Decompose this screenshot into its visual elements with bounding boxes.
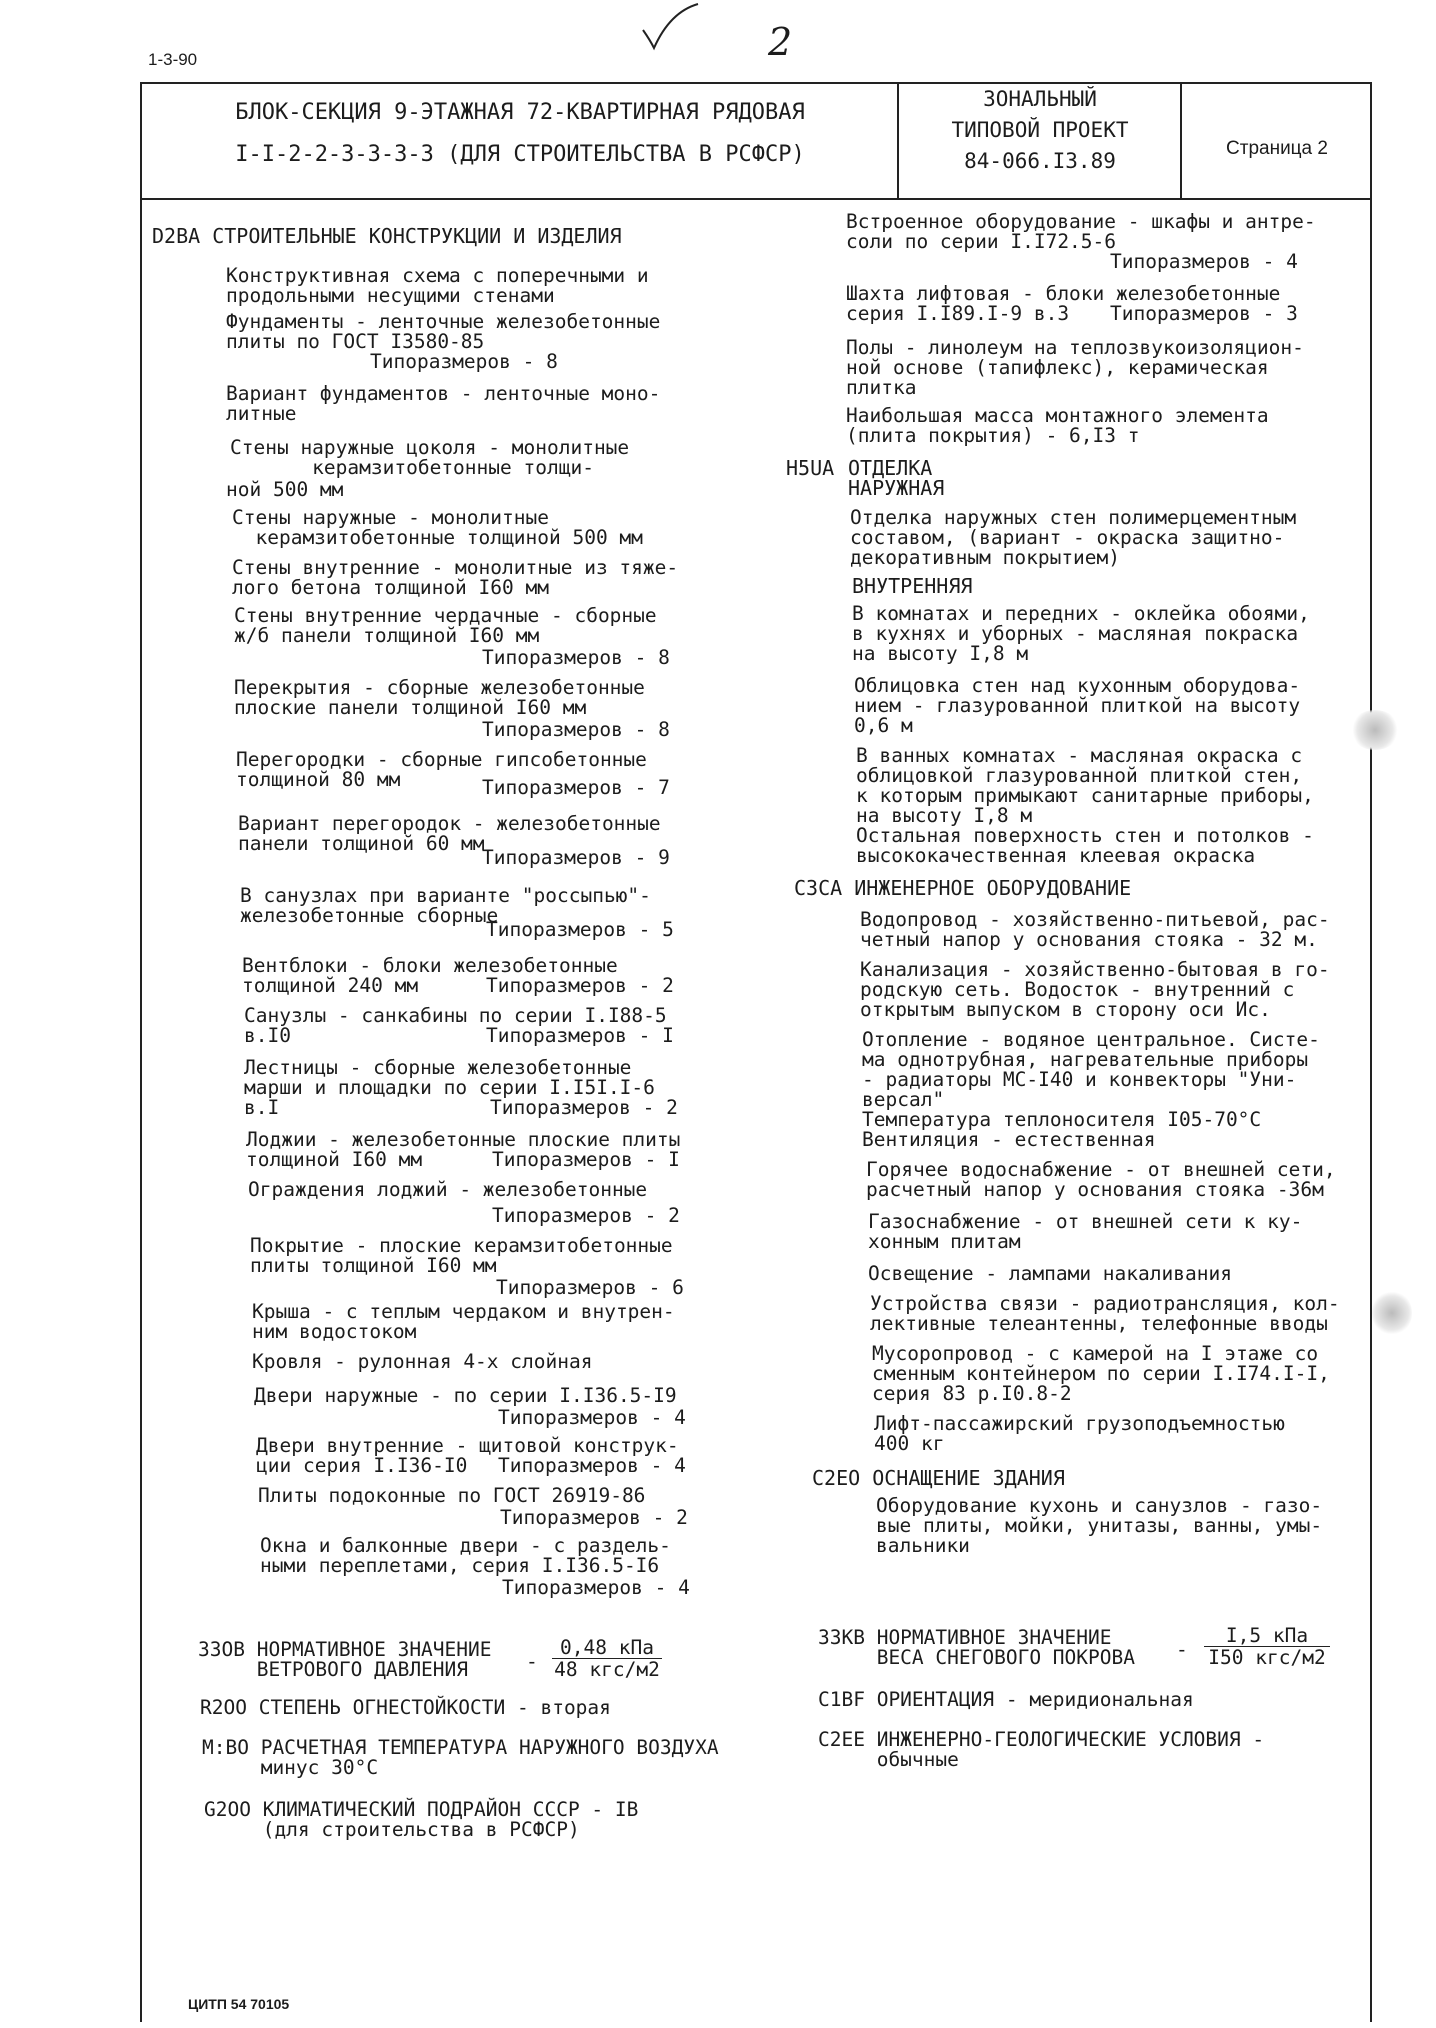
type-count: Типоразмеров - 2 xyxy=(492,1204,680,1227)
section-subtitle: НАРУЖНАЯ xyxy=(848,476,945,500)
spec-item: Перегородки - сборные гипсобетонные толщиной 80 мм xyxy=(236,748,647,791)
handwritten-page-number: 2 xyxy=(768,20,793,64)
spec-item: Кровля - рулонная 4-х слойная xyxy=(252,1350,593,1373)
outdoor-temperature: M:BO РАСЧЕТНАЯ ТЕМПЕРАТУРА НАРУЖНОГО ВОЗДУХА минус 30°C xyxy=(202,1736,719,1779)
snow-load-label: ЗЗКВ НОРМАТИВНОЕ ЗНАЧЕНИЕ ВЕСА СНЕГОВОГО ПОКРОВА xyxy=(818,1626,1135,1669)
document-code: 1-3-90 xyxy=(148,50,198,69)
type-count: Типоразмеров - 2 xyxy=(490,1096,678,1119)
header-title-line: БЛОК-СЕКЦИЯ 9-ЭТАЖНАЯ 72-КВАРТИРНАЯ РЯДОВАЯ xyxy=(235,100,805,125)
spec-item: Крыша - с теплым чердаком и внутрен- ним водостоком xyxy=(252,1300,675,1343)
section-code: H5UA xyxy=(786,456,835,480)
spec-item: Санузлы - санкабины по серии I.I88-5 в.I0 xyxy=(244,1004,667,1047)
spec-item: Газоснабжение - от внешней сети к ку- хонным плитам xyxy=(868,1210,1303,1253)
header-divider xyxy=(140,198,1372,200)
type-count: Типоразмеров - 2 xyxy=(500,1506,688,1529)
spec-item: В комнатах и передних - оклейка обоями, в кухнях и уборных - масляная покраска на высоту I,8 м xyxy=(852,602,1310,665)
header-title-line: I-I-2-2-3-3-3-3 (ДЛЯ СТРОИТЕЛЬСТВА В РСФСР) xyxy=(235,142,805,167)
project-line: ЗОНАЛЬНЫЙ xyxy=(983,87,1097,111)
type-count: Типоразмеров - 5 xyxy=(486,918,674,941)
spec-item: Окна и балконные двери - с раздель- ными переплетами, серия I.I36.5-I6 xyxy=(260,1534,671,1577)
dash: - xyxy=(1176,1638,1188,1661)
type-count: Типоразмеров - 4 xyxy=(502,1576,690,1599)
section-title-engineering: C3CA ИНЖЕНЕРНОЕ ОБОРУДОВАНИЕ xyxy=(794,876,1132,900)
header-column-divider xyxy=(897,82,899,198)
section-title-equipment: C2EO ОСНАЩЕНИЕ ЗДАНИЯ xyxy=(812,1466,1065,1490)
scan-blot xyxy=(1372,1290,1412,1336)
spec-item: Устройства связи - радиотрансляция, кол- лективные телеантенны, телефонные вводы xyxy=(870,1292,1340,1335)
geological-conditions: C2EE ИНЖЕНЕРНО-ГЕОЛОГИЧЕСКИЕ УСЛОВИЯ - обычные xyxy=(818,1728,1265,1771)
spec-item: Наибольшая масса монтажного элемента (плита покрытия) - 6,I3 т xyxy=(846,404,1269,447)
wind-value-kgs: 48 кгс/м2 xyxy=(554,1658,660,1681)
spec-item: Полы - линолеум на теплозвукоизоляцион- ной основе (тапифлекс), керамическая плитка xyxy=(846,336,1304,399)
spec-item: Водопровод - хозяйственно-питьевой, рас- четный напор у основания стояка - 32 м. xyxy=(860,908,1330,951)
spec-item: Отопление - водяное центральное. Систе- ма однотрубная, нагревательные приборы - радиаторы МС-I40 и конвекторы "Уни- версал" Температура теплоносителя I05-70°C Вентиляция - естественная xyxy=(862,1028,1320,1151)
type-count: Типоразмеров - 8 xyxy=(370,350,558,373)
spec-item: Двери внутренние - щитовой конструк- ции серия I.I36-I0 xyxy=(256,1434,679,1477)
spec-item: Лестницы - сборные железобетонные марши и площадки по серии I.I5I.I-6 в.I xyxy=(244,1056,655,1119)
type-count: Типоразмеров - I xyxy=(486,1024,674,1047)
section-title-finish: ОТДЕЛКА xyxy=(848,456,933,480)
spec-item: ной 500 мм xyxy=(226,478,344,501)
spec-item: Горячее водоснабжение - от внешней сети, расчетный напор у основания стояка -36м xyxy=(866,1158,1336,1201)
type-count: Типоразмеров - 7 xyxy=(482,776,670,799)
section-title-constructions: D2BA СТРОИТЕЛЬНЫЕ КОНСТРУКЦИИ И ИЗДЕЛИЯ xyxy=(152,224,622,248)
spec-item: Фундаменты - ленточные железобетонные плиты по ГОСТ I3580-85 xyxy=(226,310,661,353)
spec-item: Канализация - хозяйственно-бытовая в го- родскую сеть. Водосток - внутренний с открытым выпуском в сторону оси Ис. xyxy=(860,958,1330,1021)
project-line: ТИПОВОЙ ПРОЕКТ xyxy=(951,118,1129,142)
spec-item: Стены внутренние чердачные - сборные ж/б панели толщиной I60 мм xyxy=(234,604,657,647)
type-count: Типоразмеров - 9 xyxy=(482,846,670,869)
type-count: Типоразмеров - I xyxy=(492,1148,680,1171)
wind-pressure-label: ЗЗОВ НОРМАТИВНОЕ ЗНАЧЕНИЕ ВЕТРОВОГО ДАВЛЕНИЯ xyxy=(198,1638,492,1681)
header-column-divider xyxy=(1180,82,1182,198)
spec-item: Лоджии - железобетонные плоские плиты толщиной I60 мм xyxy=(246,1128,681,1171)
spec-item: Стены внутренние - монолитные из тяже- лого бетона толщиной I60 мм xyxy=(232,556,679,599)
check-mark-icon xyxy=(640,2,700,52)
snow-value-kpa: I,5 кПа xyxy=(1204,1626,1330,1647)
spec-item: Отделка наружных стен полимерцементным составом, (вариант - окраска защитно- декоративным покрытием) xyxy=(850,506,1297,569)
spec-item: Оборудование кухонь и санузлов - газо- вые плиты, мойки, унитазы, ванны, умы- вальники xyxy=(876,1494,1323,1557)
spec-item: Стены наружные - монолитные керамзитобетонные толщиной 500 мм xyxy=(232,506,643,549)
spec-item: Стены наружные цоколя - монолитные керамзитобетонные толщи- xyxy=(230,436,630,479)
spec-item: Вентблоки - блоки железобетонные толщиной 240 мм xyxy=(242,954,618,997)
spec-item: Покрытие - плоские керамзитобетонные плиты толщиной I60 мм xyxy=(250,1234,673,1277)
wind-value-kpa: 0,48 кПа xyxy=(552,1638,662,1659)
type-count: Типоразмеров - 4 xyxy=(1110,250,1298,273)
spec-item: В санузлах при варианте "россыпью"- железобетонные сборные xyxy=(240,884,651,927)
spec-item: Лифт-пассажирский грузоподъемностью 400 кг xyxy=(874,1412,1285,1455)
type-count: Типоразмеров - 4 xyxy=(498,1406,686,1429)
spec-item: Ограждения лоджий - железобетонные xyxy=(248,1178,648,1201)
footer-code: ЦИТП 54 70105 xyxy=(188,1996,290,2012)
project-number: 84-066.I3.89 xyxy=(964,149,1116,173)
scan-blot xyxy=(1350,710,1400,750)
type-count: Типоразмеров - 4 xyxy=(498,1454,686,1477)
snow-value-kgs: I50 кгс/м2 xyxy=(1208,1646,1326,1669)
orientation: C1BF ОРИЕНТАЦИЯ - меридиональная xyxy=(818,1688,1194,1711)
climate-region: G2OO КЛИМАТИЧЕСКИЙ ПОДРАЙОН СССР - IB (для строительства в РСФСР) xyxy=(204,1798,639,1841)
spec-item: Плиты подоконные по ГОСТ 26919-86 xyxy=(258,1484,646,1507)
type-count: Типоразмеров - 3 xyxy=(1110,302,1298,325)
spec-item: Мусоропровод - с камерой на I этаже со сменным контейнером по серии I.I74.I-I, серия 83 р.I0.8-2 xyxy=(872,1342,1330,1405)
spec-item: Вариант фундаментов - ленточные моно- литные xyxy=(226,382,661,425)
spec-item: Двери наружные - по серии I.I36.5-I9 xyxy=(254,1384,677,1407)
spec-item: Конструктивная схема с поперечными и продольными несущими стенами xyxy=(226,264,649,307)
type-count: Типоразмеров - 8 xyxy=(482,718,670,741)
section-subtitle: ВНУТРЕННЯЯ xyxy=(852,574,973,598)
spec-item: Перекрытия - сборные железобетонные плоские панели толщиной I60 мм xyxy=(234,676,645,719)
header-project xyxy=(900,84,1180,177)
spec-item: Шахта лифтовая - блоки железобетонные серия I.I89.I-9 в.3 xyxy=(846,282,1281,325)
dash: - xyxy=(526,1650,538,1673)
spec-item: Вариант перегородок - железобетонные панели толщиной 60 мм xyxy=(238,812,661,855)
spec-item: Встроенное оборудование - шкафы и антре- соли по серии I.I72.5-6 xyxy=(846,210,1316,253)
header-title xyxy=(150,92,890,176)
spec-item: Освещение - лампами накаливания xyxy=(868,1262,1232,1285)
type-count: Типоразмеров - 8 xyxy=(482,646,670,669)
fire-resistance: R2OO СТЕПЕНЬ ОГНЕСТОЙКОСТИ - вторая xyxy=(200,1696,611,1719)
spec-item: Облицовка стен над кухонным оборудова- нием - глазурованной плиткой на высоту 0,6 м xyxy=(854,674,1301,737)
spec-item: В ванных комнатах - масляная окраска с облицовкой глазурованной плиткой стен, к которым примыкают санитарные приборы, на высоту I,8 м Остальная поверхность стен и потолков - высококачественная клеевая окраска xyxy=(856,744,1314,867)
type-count: Типоразмеров - 6 xyxy=(496,1276,684,1299)
page-label: Страница 2 xyxy=(1226,138,1328,159)
type-count: Типоразмеров - 2 xyxy=(486,974,674,997)
